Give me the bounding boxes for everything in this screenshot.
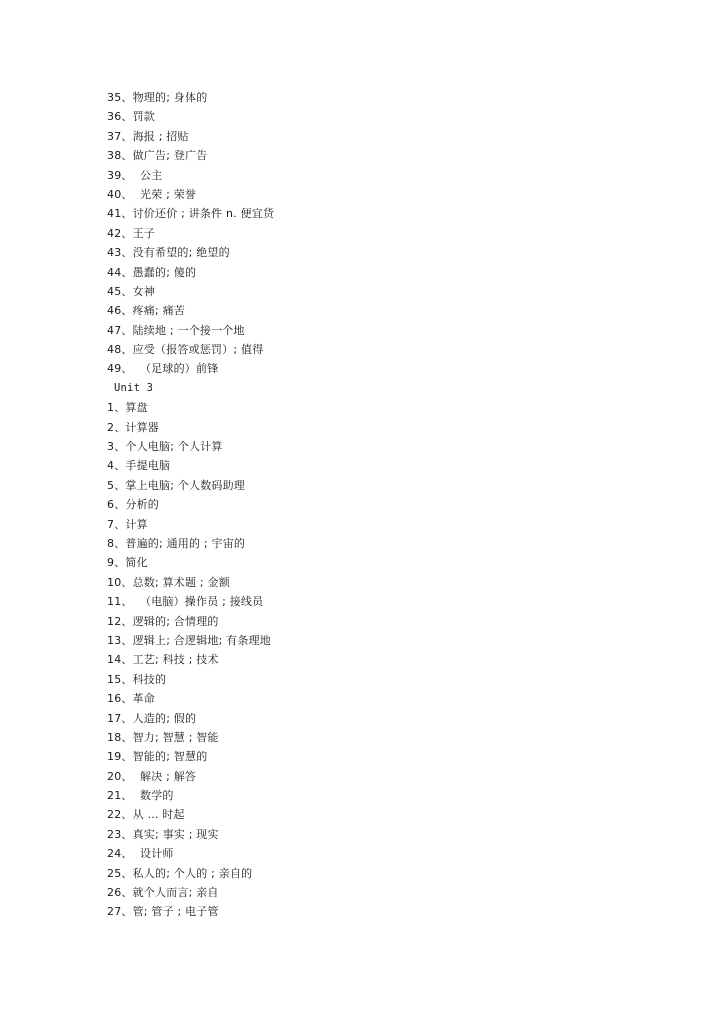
- list-item: 23、真实; 事实 ; 现实: [107, 827, 219, 841]
- list-item: 2、计算器: [107, 420, 159, 434]
- list-item: 24、 设计师: [107, 847, 174, 861]
- list-item: 43、没有希望的; 绝望的: [107, 246, 230, 260]
- list-item: 4、手提电脑: [107, 459, 171, 473]
- list-item: 17、人造的; 假的: [107, 711, 197, 725]
- list-item: 40、 光荣 ; 荣誉: [107, 187, 197, 201]
- list-item: 37、海报 ; 招贴: [107, 129, 189, 143]
- list-item: 13、逻辑上; 合逻辑地; 有条理地: [107, 633, 272, 647]
- list-item: 42、王子: [107, 226, 155, 240]
- list-item: 27、管; 管子 ; 电子管: [107, 905, 219, 919]
- list-item: 7、计算: [107, 517, 148, 531]
- list-item: 6、分析的: [107, 498, 159, 512]
- list-item: 16、革命: [107, 692, 155, 706]
- list-item: 20、 解决 ; 解答: [107, 769, 197, 783]
- list-item: 45、女神: [107, 284, 155, 298]
- list-item: 25、私人的; 个人的 ; 亲自的: [107, 866, 253, 880]
- list-item: 5、掌上电脑; 个人数码助理: [107, 478, 246, 492]
- list-item: 3、个人电脑; 个人计算: [107, 440, 223, 454]
- list-item: 36、罚款: [107, 110, 155, 124]
- list-item: 18、智力; 智慧 ; 智能: [107, 730, 219, 744]
- list-item: 22、从 ... 时起: [107, 808, 185, 822]
- list-item: 14、工艺; 科技 ; 技术: [107, 653, 219, 667]
- list-item: 48、应受（报答或惩罚）; 值得: [107, 343, 264, 357]
- list-item: 41、讨价还价 ; 讲条件 n. 便宜货: [107, 207, 275, 221]
- list-item: 49、 （足球的）前锋: [107, 362, 219, 376]
- unit-heading: Unit 3: [114, 381, 154, 394]
- list-item: 21、 数学的: [107, 789, 174, 803]
- list-item: 35、物理的; 身体的: [107, 91, 208, 104]
- list-item: 44、愚蠢的; 傻的: [107, 265, 197, 279]
- list-item: 15、科技的: [107, 672, 167, 686]
- list-item: 1、算盘: [107, 401, 148, 415]
- list-item: 39、 公主: [107, 168, 163, 182]
- list-item: 47、陆续地 ; 一个接一个地: [107, 323, 245, 337]
- vocabulary-list: [107, 88, 667, 922]
- list-item: 38、做广告; 登广告: [107, 149, 208, 163]
- list-item: 26、就个人而言; 亲自: [107, 886, 219, 900]
- list-item: 46、疼痛; 痛苦: [107, 304, 185, 318]
- list-item: 10、总数; 算术题 ; 金额: [107, 575, 230, 589]
- list-item: 11、 （电脑）操作员 ; 接线员: [107, 595, 264, 609]
- list-item: 8、普遍的; 通用的 ; 宇宙的: [107, 536, 246, 550]
- list-item: 9、简化: [107, 556, 148, 570]
- list-item: 12、逻辑的; 合情理的: [107, 614, 219, 628]
- list-item: 19、智能的; 智慧的: [107, 750, 208, 764]
